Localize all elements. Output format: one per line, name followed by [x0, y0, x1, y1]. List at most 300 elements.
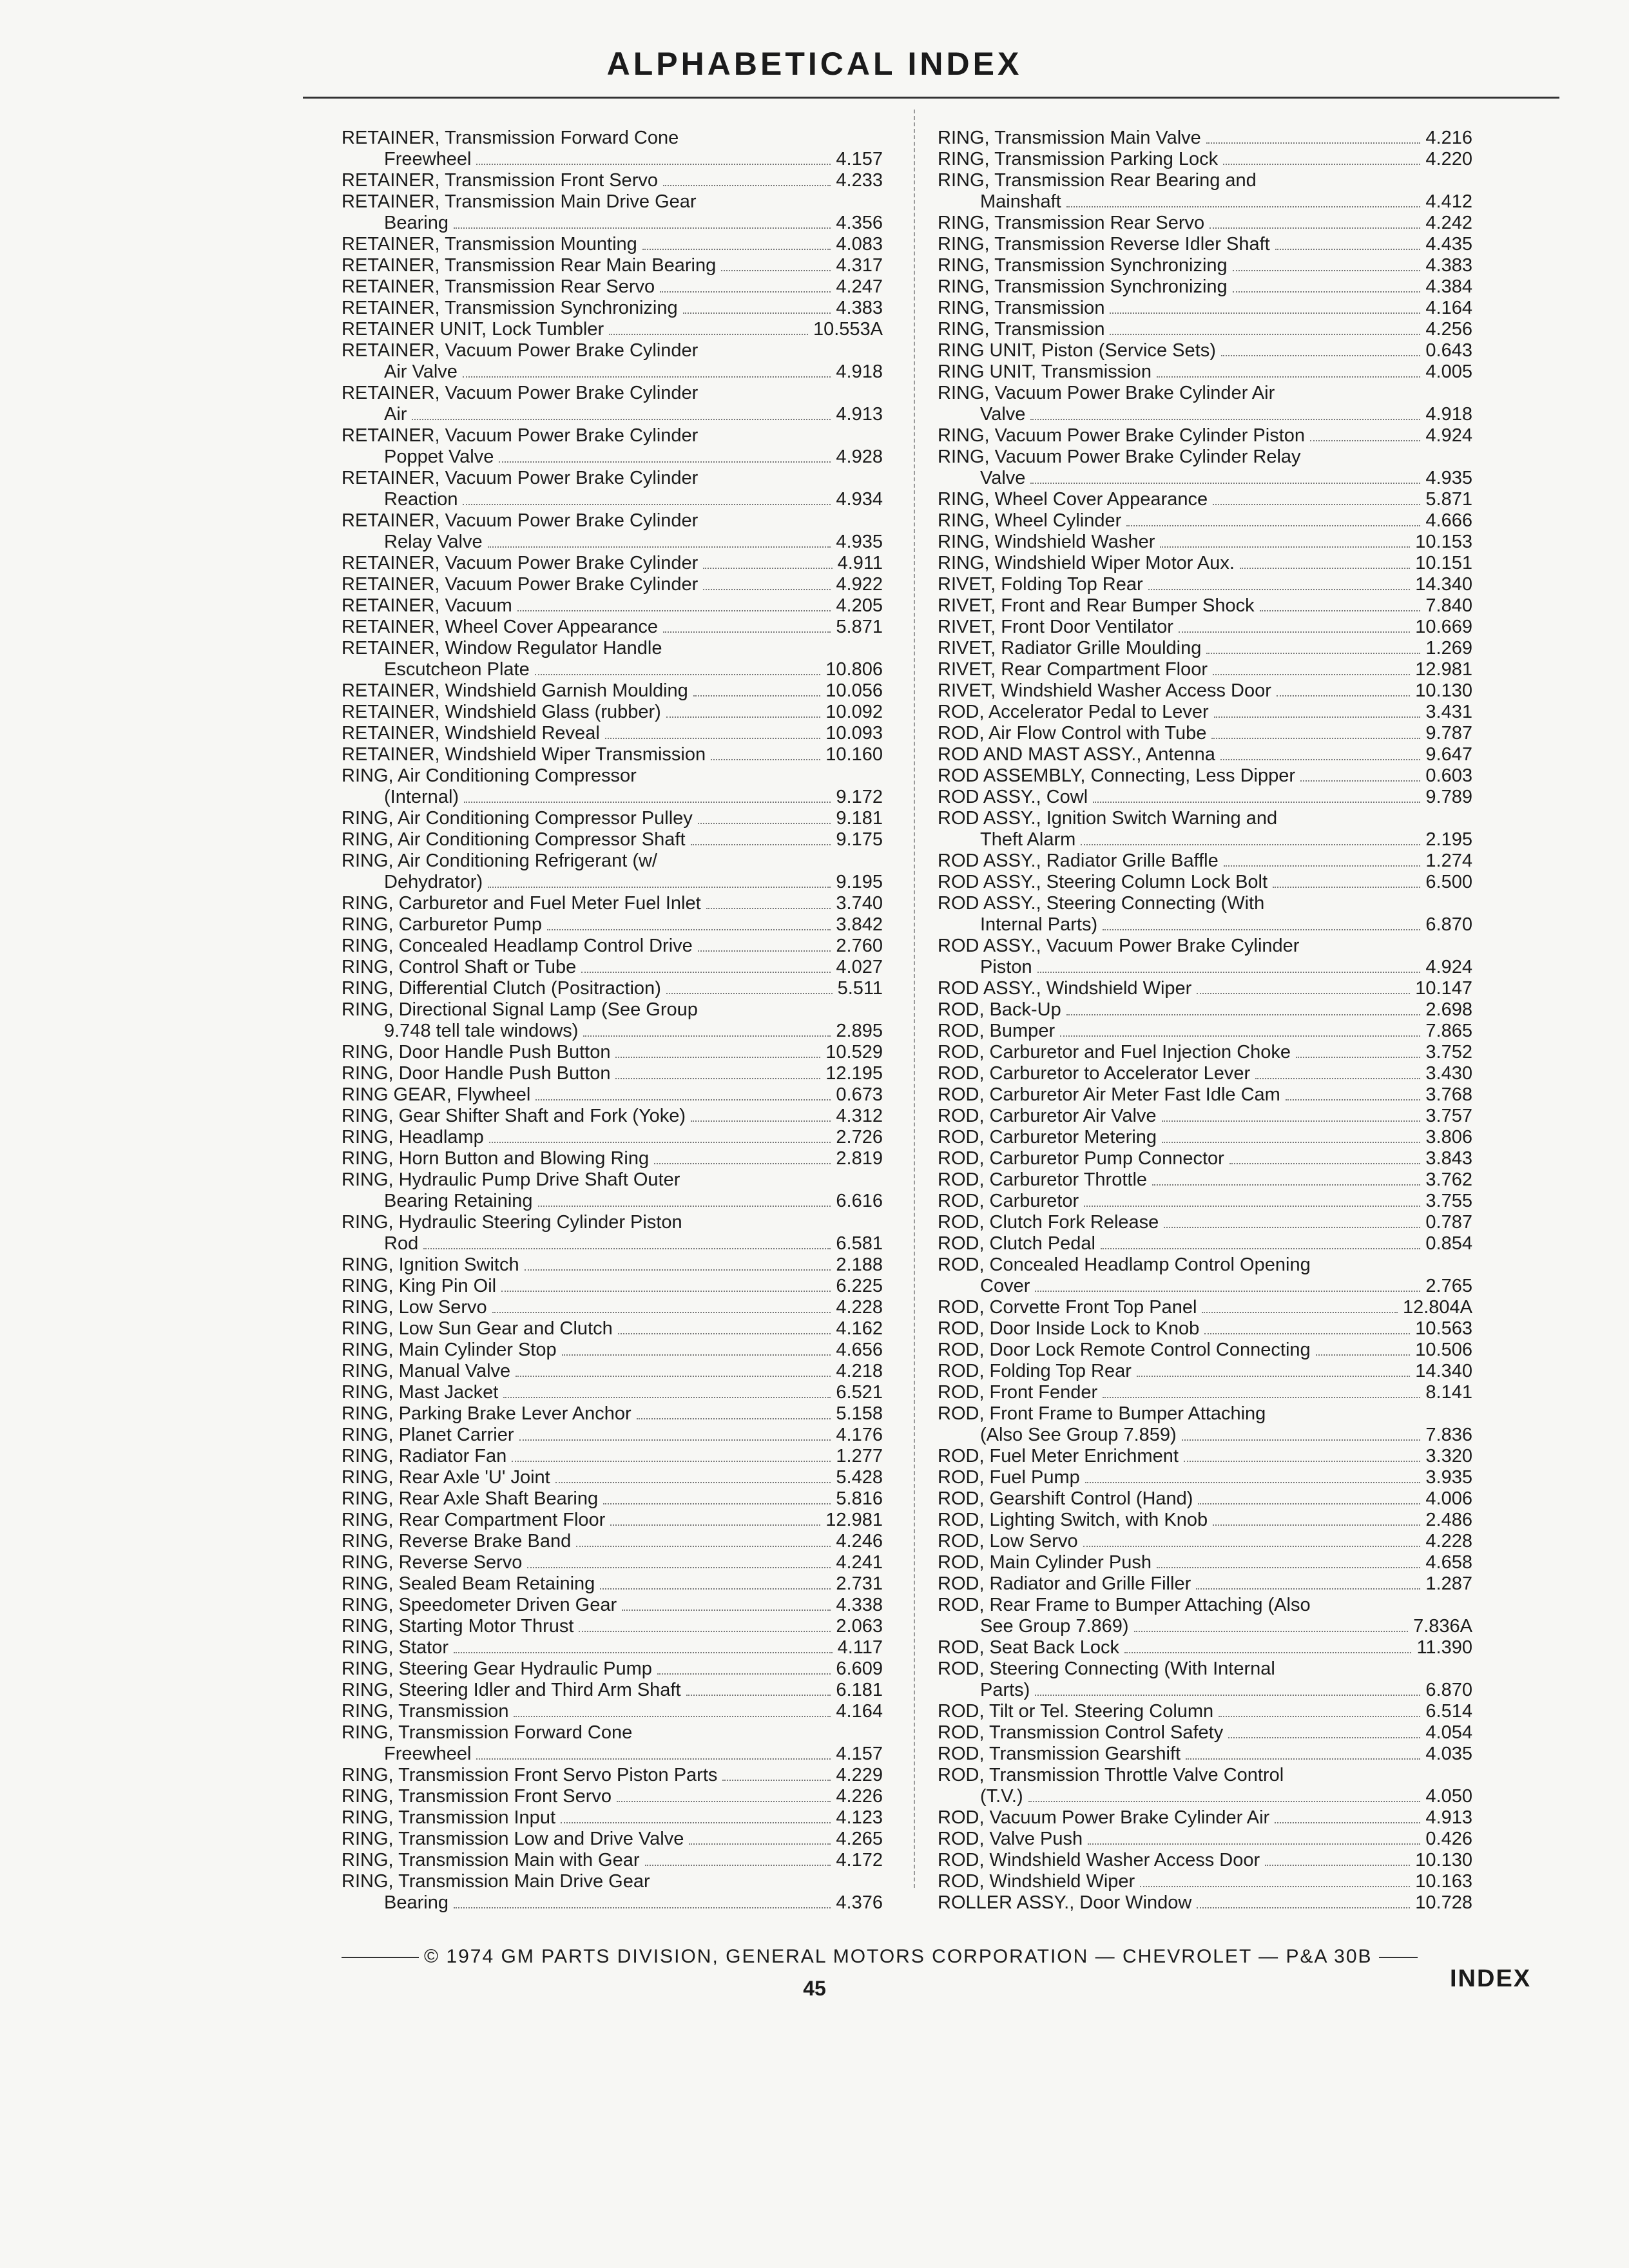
entry-heading-line: [342, 1382, 883, 1403]
dot-leader: [476, 1758, 831, 1760]
entry-heading-line: [938, 255, 1472, 276]
entry-heading-line: [938, 850, 1472, 872]
dot-leader: [637, 1418, 831, 1419]
entry-text: RING, Hydraulic Steering Cylinder Piston: [342, 1212, 682, 1233]
entry-continuation-line: [342, 1191, 883, 1212]
entry-text: ROD, Transmission Gearshift: [938, 1744, 1181, 1764]
dot-leader: [703, 589, 831, 590]
entry-text: RING, Transmission Main Drive Gear: [342, 1871, 650, 1892]
entry-text: ROD, Fuel Meter Enrichment: [938, 1446, 1179, 1466]
entry-text: Bearing: [384, 213, 448, 233]
index-entry: [342, 638, 883, 680]
entry-page-ref: 4.247: [836, 276, 883, 297]
entry-text: RETAINER, Windshield Reveal: [342, 723, 600, 744]
entry-continuation-line: [342, 872, 883, 893]
entry-text: ROD, Front Fender: [938, 1382, 1098, 1403]
entry-page-ref: 4.229: [836, 1765, 883, 1785]
entry-text: ROD ASSY., Steering Column Lock Bolt: [938, 872, 1268, 892]
dot-leader: [1186, 1758, 1420, 1760]
entry-page-ref: 4.376: [836, 1892, 883, 1913]
dot-leader: [1223, 164, 1420, 165]
entry-page-ref: 1.287: [1425, 1573, 1472, 1594]
entry-page-ref: 3.935: [1425, 1467, 1472, 1488]
page-number: 45: [803, 1977, 826, 2000]
entry-text: ROD, Door Lock Remote Control Connecting: [938, 1340, 1311, 1360]
dot-leader: [1265, 1865, 1410, 1866]
entry-heading-line: [938, 1403, 1472, 1425]
index-entry: [938, 340, 1472, 361]
dot-leader: [503, 1397, 831, 1398]
entry-page-ref: 5.511: [837, 978, 883, 999]
entry-heading-line: [342, 850, 883, 872]
entry-page-ref: 3.755: [1425, 1191, 1472, 1211]
entry-heading-line: [938, 1637, 1472, 1658]
dot-leader: [1182, 1439, 1421, 1441]
dot-leader: [1316, 1354, 1411, 1356]
entry-page-ref: 4.384: [1425, 276, 1472, 297]
entry-page-ref: 2.486: [1425, 1510, 1472, 1530]
entry-heading-line: [342, 319, 883, 340]
entry-page-ref: 12.981: [825, 1510, 883, 1530]
entry-text: Cover: [980, 1276, 1030, 1296]
entry-continuation-line: [938, 957, 1472, 978]
entry-heading-line: [938, 1658, 1472, 1680]
dot-leader: [654, 1163, 831, 1164]
entry-page-ref: 10.553A: [813, 319, 883, 340]
index-entry: [342, 850, 883, 893]
entry-page-ref: 4.928: [836, 447, 883, 467]
index-entry: [342, 1680, 883, 1701]
column-divider: [914, 110, 915, 1888]
entry-text: ROD, Carburetor Air Valve: [938, 1106, 1157, 1126]
entry-heading-line: [938, 1127, 1472, 1148]
entry-continuation-line: [342, 1233, 883, 1254]
entry-heading-line: [342, 978, 883, 999]
index-entry: [938, 425, 1472, 447]
entry-heading-line: [342, 1148, 883, 1169]
entry-text: RING, Carburetor and Fuel Meter Fuel Inlet: [342, 893, 701, 914]
entry-text: RING, Transmission Front Servo Piston Parts: [342, 1765, 718, 1785]
entry-heading-line: [342, 1361, 883, 1382]
entry-page-ref: 10.806: [825, 659, 883, 680]
dot-leader: [463, 376, 831, 378]
entry-heading-line: [342, 1829, 883, 1850]
entry-text: Freewheel: [384, 149, 472, 169]
entry-text: RING, Sealed Beam Retaining: [342, 1573, 595, 1594]
index-entry: [938, 1169, 1472, 1191]
entry-heading-line: [342, 638, 883, 659]
entry-page-ref: 10.563: [1415, 1318, 1472, 1339]
entry-heading-line: [342, 1212, 883, 1233]
entry-page-ref: 4.383: [1425, 255, 1472, 276]
index-entry: [938, 553, 1472, 574]
footer-rule-left: [342, 1957, 419, 1958]
entry-heading-line: [938, 1871, 1472, 1892]
entry-page-ref: 3.768: [1425, 1084, 1472, 1105]
entry-text: RING, Main Cylinder Stop: [342, 1340, 557, 1360]
entry-page-ref: 4.918: [1425, 404, 1472, 425]
entry-page-ref: 8.141: [1425, 1382, 1472, 1403]
dot-leader: [1148, 589, 1411, 590]
dot-leader: [516, 1376, 831, 1377]
index-entry: [938, 659, 1472, 680]
entry-page-ref: 3.430: [1425, 1063, 1472, 1084]
entry-heading-line: [342, 1595, 883, 1616]
dot-leader: [476, 164, 831, 165]
dot-leader: [706, 908, 831, 909]
entry-page-ref: 4.658: [1425, 1552, 1472, 1573]
index-entry: [342, 191, 883, 234]
dot-leader: [698, 950, 831, 952]
index-entry: [938, 1318, 1472, 1340]
dot-leader: [412, 419, 831, 420]
entry-heading-line: [938, 638, 1472, 659]
dot-leader: [1221, 355, 1421, 356]
entry-page-ref: 4.383: [836, 298, 883, 318]
entry-heading-line: [938, 1701, 1472, 1722]
index-entry: [938, 361, 1472, 383]
entry-page-ref: 10.093: [825, 723, 883, 744]
index-entry: [342, 765, 883, 808]
entry-text: RING, Air Conditioning Compressor Pulley: [342, 808, 693, 829]
dot-leader: [576, 1546, 831, 1547]
index-entry: [938, 872, 1472, 893]
index-entry: [938, 723, 1472, 744]
entry-page-ref: 10.506: [1415, 1340, 1472, 1360]
entry-page-ref: 6.181: [836, 1680, 883, 1700]
index-entry: [938, 1807, 1472, 1829]
index-entry: [342, 723, 883, 744]
index-entry: [938, 574, 1472, 595]
index-entry: [938, 1063, 1472, 1084]
dot-leader: [1162, 1120, 1421, 1122]
dot-leader: [527, 1567, 831, 1568]
entry-heading-line: [342, 1084, 883, 1106]
dot-leader: [525, 1269, 831, 1271]
entry-text: RING, Starting Motor Thrust: [342, 1616, 574, 1637]
entry-page-ref: 7.836A: [1413, 1616, 1472, 1637]
entry-heading-line: [342, 1425, 883, 1446]
index-entry: [938, 1488, 1472, 1510]
index-entry: [938, 170, 1472, 213]
entry-page-ref: 6.609: [836, 1658, 883, 1679]
entry-page-ref: 3.842: [836, 914, 883, 935]
entry-text: ROD AND MAST ASSY., Antenna: [938, 744, 1215, 765]
index-entry: [342, 425, 883, 468]
dot-leader: [1110, 312, 1420, 314]
dot-leader: [501, 1291, 831, 1292]
dot-leader: [1081, 844, 1420, 845]
index-entry: [938, 1127, 1472, 1148]
entry-continuation-line: [342, 1744, 883, 1765]
index-entry: [938, 319, 1472, 340]
dot-leader: [657, 1673, 831, 1675]
entry-heading-line: [938, 1595, 1472, 1616]
index-entry: [342, 808, 883, 829]
entry-text: RING, Concealed Headlamp Control Drive: [342, 936, 693, 956]
dot-leader: [615, 1057, 820, 1058]
entry-page-ref: 4.922: [836, 574, 883, 595]
index-entry: [342, 1765, 883, 1786]
index-entry: [342, 1361, 883, 1382]
entry-heading-line: [342, 999, 883, 1021]
entry-text: ROD ASSY., Radiator Grille Baffle: [938, 850, 1219, 871]
entry-continuation-line: [938, 468, 1472, 489]
entry-heading-line: [938, 744, 1472, 765]
dot-leader: [538, 1206, 831, 1207]
entry-text: RING, Transmission Low and Drive Valve: [342, 1829, 684, 1849]
entry-text: RING, Carburetor Pump: [342, 914, 543, 935]
dot-leader: [1275, 1822, 1420, 1823]
dot-leader: [579, 1631, 831, 1632]
entry-page-ref: 4.246: [836, 1531, 883, 1552]
entry-page-ref: 10.130: [1415, 680, 1472, 701]
entry-text: RING, Steering Idler and Third Arm Shaft: [342, 1680, 681, 1700]
entry-text: RING, Mast Jacket: [342, 1382, 499, 1403]
entry-continuation-line: [938, 1786, 1472, 1807]
dot-leader: [1213, 504, 1420, 505]
dot-leader: [645, 1865, 831, 1866]
entry-heading-line: [342, 765, 883, 787]
index-entry: [342, 1722, 883, 1765]
dot-leader: [547, 929, 831, 930]
entry-heading-line: [342, 1680, 883, 1701]
entry-page-ref: 4.918: [836, 361, 883, 382]
entry-page-ref: 0.426: [1425, 1829, 1472, 1849]
index-entry: [938, 1701, 1472, 1722]
index-entry: [342, 170, 883, 191]
index-entry: [938, 1829, 1472, 1850]
entry-heading-line: [938, 1531, 1472, 1552]
entry-heading-line: [342, 1042, 883, 1063]
dot-leader: [1220, 759, 1421, 760]
entry-text: RETAINER, Transmission Main Drive Gear: [342, 191, 697, 212]
entry-page-ref: 4.913: [836, 404, 883, 425]
entry-heading-line: [938, 1446, 1472, 1467]
dot-leader: [1035, 1291, 1420, 1292]
dot-leader: [693, 695, 821, 697]
entry-text: ROD, Back-Up: [938, 999, 1061, 1020]
entry-heading-line: [342, 340, 883, 361]
entry-page-ref: 4.265: [836, 1829, 883, 1849]
entry-text: RING, Door Handle Push Button: [342, 1063, 611, 1084]
dot-leader: [686, 1695, 831, 1696]
dot-leader: [1134, 1631, 1409, 1632]
index-entry: [342, 978, 883, 999]
entry-heading-line: [938, 1318, 1472, 1340]
index-entry: [342, 128, 883, 170]
dot-leader: [691, 844, 831, 845]
entry-heading-line: [342, 957, 883, 978]
entry-text: Reaction: [384, 489, 458, 510]
entry-page-ref: 5.871: [1425, 489, 1472, 510]
entry-heading-line: [938, 1850, 1472, 1871]
dot-leader: [666, 993, 833, 994]
dot-leader: [1110, 334, 1420, 335]
entry-text: RING, Control Shaft or Tube: [342, 957, 577, 977]
dot-leader: [618, 1333, 831, 1334]
entry-text: ROD, Valve Push: [938, 1829, 1083, 1849]
entry-heading-line: [938, 978, 1472, 999]
index-entry: [938, 1297, 1472, 1318]
dot-leader: [488, 887, 831, 888]
index-entry: [938, 1340, 1472, 1361]
dot-leader: [1214, 716, 1421, 718]
entry-text: RING, Differential Clutch (Positraction): [342, 978, 661, 999]
index-entry: [342, 1595, 883, 1616]
entry-text: RIVET, Windshield Washer Access Door: [938, 680, 1271, 701]
entry-text: RIVET, Radiator Grille Moulding: [938, 638, 1202, 658]
index-entry: [342, 1212, 883, 1254]
entry-text: ROD, Carburetor to Accelerator Lever: [938, 1063, 1251, 1084]
entry-page-ref: 0.673: [836, 1084, 883, 1105]
index-entry: [342, 1488, 883, 1510]
entry-text: Poppet Valve: [384, 447, 494, 467]
dot-leader: [1030, 419, 1420, 420]
entry-page-ref: 14.340: [1415, 574, 1472, 595]
index-entry: [342, 1829, 883, 1850]
index-entry: [342, 319, 883, 340]
entry-page-ref: 4.228: [1425, 1531, 1472, 1552]
dot-leader: [1140, 1886, 1410, 1887]
index-entry: [342, 1446, 883, 1467]
dot-leader: [663, 631, 831, 633]
dot-leader: [535, 674, 821, 675]
index-entry: [342, 1510, 883, 1531]
index-entry: [938, 595, 1472, 617]
entry-text: RING, Low Servo: [342, 1297, 487, 1318]
entry-text: Mainshaft: [980, 191, 1061, 212]
entry-text: Valve: [980, 404, 1026, 425]
entry-page-ref: 2.731: [836, 1573, 883, 1594]
entry-heading-line: [342, 808, 883, 829]
entry-continuation-line: [342, 404, 883, 425]
entry-page-ref: 6.514: [1425, 1701, 1472, 1722]
entry-text: 9.748 tell tale windows): [384, 1021, 579, 1041]
entry-text: RING, Wheel Cylinder: [938, 510, 1122, 531]
entry-heading-line: [342, 595, 883, 617]
entry-page-ref: 4.054: [1425, 1722, 1472, 1743]
entry-page-ref: 6.616: [836, 1191, 883, 1211]
entry-heading-line: [342, 298, 883, 319]
entry-heading-line: [938, 659, 1472, 680]
index-entry: [342, 957, 883, 978]
entry-page-ref: 1.269: [1425, 638, 1472, 658]
entry-page-ref: 1.277: [836, 1446, 883, 1466]
dot-leader: [605, 738, 821, 739]
entry-text: RING, Vacuum Power Brake Cylinder Relay: [938, 447, 1301, 467]
dot-leader: [1255, 1078, 1420, 1079]
entry-continuation-line: [342, 213, 883, 234]
entry-text: RING, Reverse Brake Band: [342, 1531, 572, 1552]
dot-leader: [600, 1588, 831, 1590]
entry-text: RING, Gear Shifter Shaft and Fork (Yoke): [342, 1106, 686, 1126]
entry-text: Air Valve: [384, 361, 458, 382]
entry-heading-line: [342, 1637, 883, 1658]
entry-page-ref: 2.765: [1425, 1276, 1472, 1296]
entry-page-ref: 9.175: [836, 829, 883, 850]
index-entry: [938, 978, 1472, 999]
entry-text: ROD, Accelerator Pedal to Lever: [938, 702, 1209, 722]
entry-page-ref: 3.843: [1425, 1148, 1472, 1169]
index-entry: [342, 1573, 883, 1595]
entry-page-ref: 7.840: [1425, 595, 1472, 616]
dot-leader: [1037, 972, 1421, 973]
entry-heading-line: [938, 1765, 1472, 1786]
entry-heading-line: [342, 617, 883, 638]
entry-text: ROD ASSY., Ignition Switch Warning and: [938, 808, 1278, 829]
entry-heading-line: [938, 1573, 1472, 1595]
entry-heading-line: [938, 1382, 1472, 1403]
entry-page-ref: 10.151: [1415, 553, 1472, 573]
entry-heading-line: [938, 595, 1472, 617]
entry-page-ref: 4.083: [836, 234, 883, 255]
entry-heading-line: [342, 702, 883, 723]
dot-leader: [603, 1503, 831, 1504]
entry-heading-line: [938, 553, 1472, 574]
entry-text: ROD, Windshield Wiper: [938, 1871, 1135, 1892]
index-entry: [342, 1063, 883, 1084]
index-entry: [938, 1382, 1472, 1403]
index-column-left: [342, 128, 883, 1914]
index-entry: [342, 383, 883, 425]
index-entry: [342, 1382, 883, 1403]
entry-text: RING, Transmission Input: [342, 1807, 555, 1828]
entry-continuation-line: [938, 829, 1472, 850]
entry-page-ref: 9.789: [1425, 787, 1472, 807]
entry-page-ref: 3.757: [1425, 1106, 1472, 1126]
dot-leader: [642, 249, 831, 250]
entry-text: RETAINER, Transmission Rear Main Bearing: [342, 255, 717, 276]
entry-text: RETAINER, Vacuum Power Brake Cylinder: [342, 574, 699, 595]
entry-text: Internal Parts): [980, 914, 1098, 935]
entry-heading-line: [342, 1701, 883, 1722]
dot-leader: [519, 1439, 831, 1441]
entry-page-ref: 4.164: [1425, 298, 1472, 318]
entry-heading-line: [342, 1786, 883, 1807]
page-title: ALPHABETICAL INDEX: [606, 46, 1023, 82]
entry-page-ref: 2.819: [836, 1148, 883, 1169]
entry-page-ref: 2.195: [1425, 829, 1472, 850]
entry-text: RETAINER, Transmission Synchronizing: [342, 298, 678, 318]
index-entry: [342, 1403, 883, 1425]
entry-text: RING GEAR, Flywheel: [342, 1084, 531, 1105]
entry-heading-line: [938, 1829, 1472, 1850]
entry-heading-line: [342, 1106, 883, 1127]
footer-copyright: [342, 1946, 1592, 1968]
dot-leader: [663, 185, 831, 186]
entry-text: RING, Transmission Main with Gear: [342, 1850, 640, 1870]
index-entry: [342, 595, 883, 617]
title-rule: [303, 97, 1559, 99]
entry-page-ref: 4.924: [1425, 957, 1472, 977]
entry-text: ROD, Windshield Washer Access Door: [938, 1850, 1260, 1870]
entry-page-ref: 2.063: [836, 1616, 883, 1637]
entry-text: ROD, Carburetor Pump Connector: [938, 1148, 1224, 1169]
entry-text: RING, Hydraulic Pump Drive Shaft Outer: [342, 1169, 680, 1190]
dot-leader: [1157, 376, 1420, 378]
entry-text: RETAINER, Windshield Wiper Transmission: [342, 744, 706, 765]
entry-text: ROD, Clutch Fork Release: [938, 1212, 1159, 1233]
entry-text: RING, Air Conditioning Compressor: [342, 765, 637, 786]
dot-leader: [1206, 142, 1421, 144]
entry-page-ref: 4.216: [1425, 128, 1472, 148]
entry-continuation-line: [342, 489, 883, 510]
dot-leader: [698, 823, 831, 824]
entry-page-ref: 4.935: [1425, 468, 1472, 488]
entry-text: RING UNIT, Transmission: [938, 361, 1152, 382]
entry-heading-line: [342, 829, 883, 850]
